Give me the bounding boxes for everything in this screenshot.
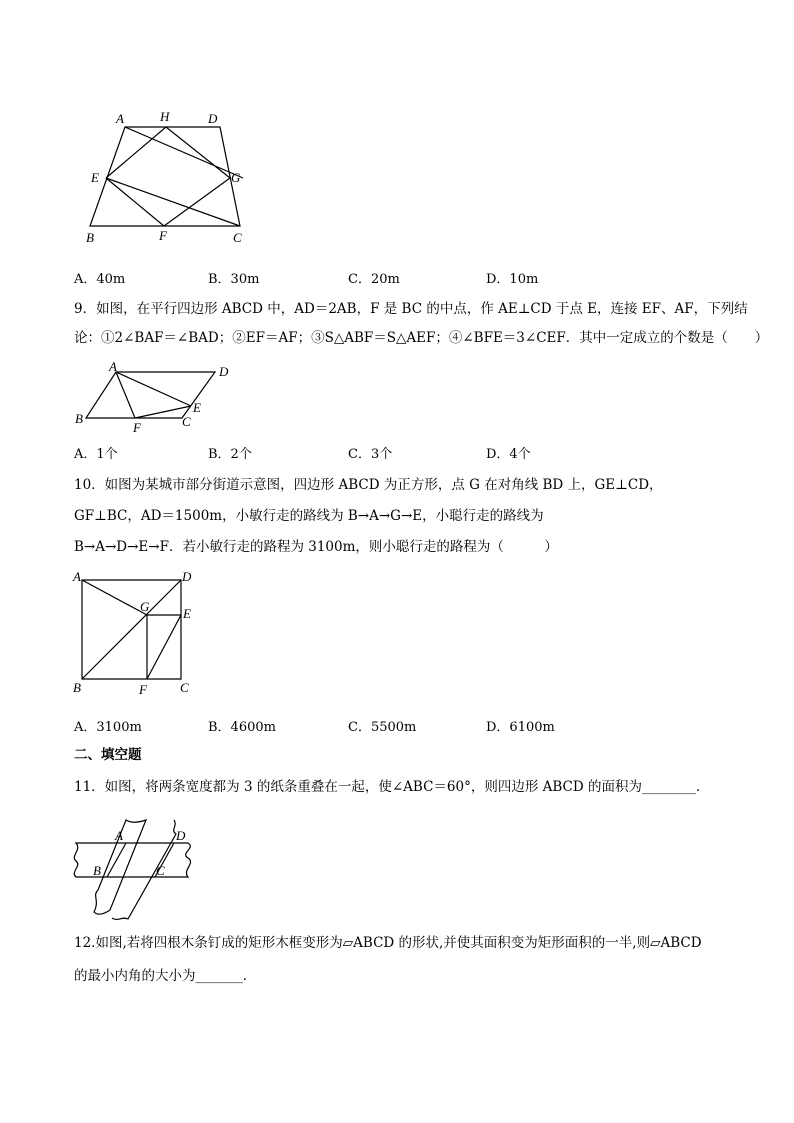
- q8-label-e: E: [91, 170, 99, 185]
- q8-trapezoid: [90, 127, 240, 226]
- q10-option-d: D．6100m: [486, 720, 555, 735]
- q9-option-a: A．1个: [74, 447, 118, 462]
- q11-figure: [70, 820, 200, 920]
- q9-label-a: A: [109, 359, 117, 374]
- q10-label-e: E: [183, 606, 191, 621]
- q8-figure: [80, 105, 260, 255]
- q10-option-b: B．4600m: [208, 720, 276, 735]
- q12-text-line-1: 12.如图,若将四根木条钉成的矩形木框变形为▱ABCD 的形状,并使其面积变为矩形面积的一半,则▱ABCD: [74, 935, 702, 951]
- q8-label-b: B: [86, 230, 94, 245]
- q9-label-e: E: [193, 400, 201, 415]
- q10-line-bd: [82, 580, 181, 679]
- q9-text-line-2: 论：①2∠BAF＝∠BAD；②EF＝AF；③S△ABF＝S△AEF；④∠BFE＝3∠CEF．其中一定成立的个数是（ ）: [74, 330, 769, 346]
- q11-label-c: C: [156, 863, 165, 878]
- q8-label-g: G: [231, 170, 241, 185]
- q10-text-line-3: B→A→D→E→F．若小敏行走的路程为 3100m，则小聪行走的路程为（ ）: [74, 539, 558, 555]
- q10-text-line-2: GF⊥BC，AD＝1500m，小敏行走的路线为 B→A→G→E，小聪行走的路线为: [74, 508, 544, 524]
- q8-line-hg: [166, 127, 230, 178]
- q9-text-line-1: 9．如图，在平行四边形 ABCD 中，AD＝2AB，F 是 BC 的中点，作 AE⊥CD 于点 E，连接 EF、AF，下列结: [74, 301, 748, 317]
- q9-label-b: B: [75, 411, 83, 426]
- q10-line-ef: [147, 615, 181, 679]
- q8-label-d: D: [208, 111, 218, 126]
- q8-label-c: C: [233, 230, 242, 245]
- q9-label-d: D: [219, 364, 229, 379]
- q8-option-d: D．10m: [486, 272, 539, 287]
- q9-option-d: D．4个: [486, 447, 531, 462]
- q8-option-a: A．40m: [74, 272, 126, 287]
- q11-label-a: A: [115, 828, 123, 843]
- q8-option-c: C．20m: [348, 272, 400, 287]
- q10-line-ag: [82, 580, 147, 615]
- q10-figure: [70, 568, 205, 700]
- q10-label-a: A: [73, 569, 81, 584]
- q9-line-ae: [116, 372, 191, 406]
- q8-line-ef: [106, 178, 164, 226]
- q10-label-c: C: [180, 680, 189, 695]
- q9-label-f: F: [133, 420, 141, 435]
- q8-label-h: H: [160, 109, 170, 124]
- q9-option-b: B．2个: [208, 447, 252, 462]
- q10-option-a: A．3100m: [74, 720, 142, 735]
- q8-label-f: F: [159, 228, 167, 243]
- q10-label-g: G: [140, 599, 150, 614]
- q11-label-b: B: [93, 863, 101, 878]
- q9-option-c: C．3个: [348, 447, 393, 462]
- q12-text-line-2: 的最小内角的大小为_______．: [74, 968, 257, 984]
- q9-figure: [72, 360, 242, 435]
- q9-label-c: C: [182, 414, 191, 429]
- q8-option-b: B．30m: [208, 272, 260, 287]
- q11-horizontal-strip: [74, 843, 190, 877]
- q10-option-c: C．5500m: [348, 720, 417, 735]
- q10-label-b: B: [73, 680, 81, 695]
- q8-line-eh: [106, 127, 166, 178]
- q8-label-a: A: [116, 111, 124, 126]
- q11-label-d: D: [176, 828, 186, 843]
- q10-label-d: D: [182, 569, 192, 584]
- q10-text-line-1: 10．如图为某城市部分街道示意图，四边形 ABCD 为正方形，点 G 在对角线 BD 上，GE⊥CD，: [74, 477, 663, 493]
- section-title: 二、填空题: [74, 747, 142, 763]
- q11-text-line-1: 11．如图，将两条宽度都为 3 的纸条重叠在一起，使∠ABC＝60°，则四边形 ABCD 的面积为________．: [74, 779, 710, 795]
- q10-label-f: F: [139, 682, 147, 697]
